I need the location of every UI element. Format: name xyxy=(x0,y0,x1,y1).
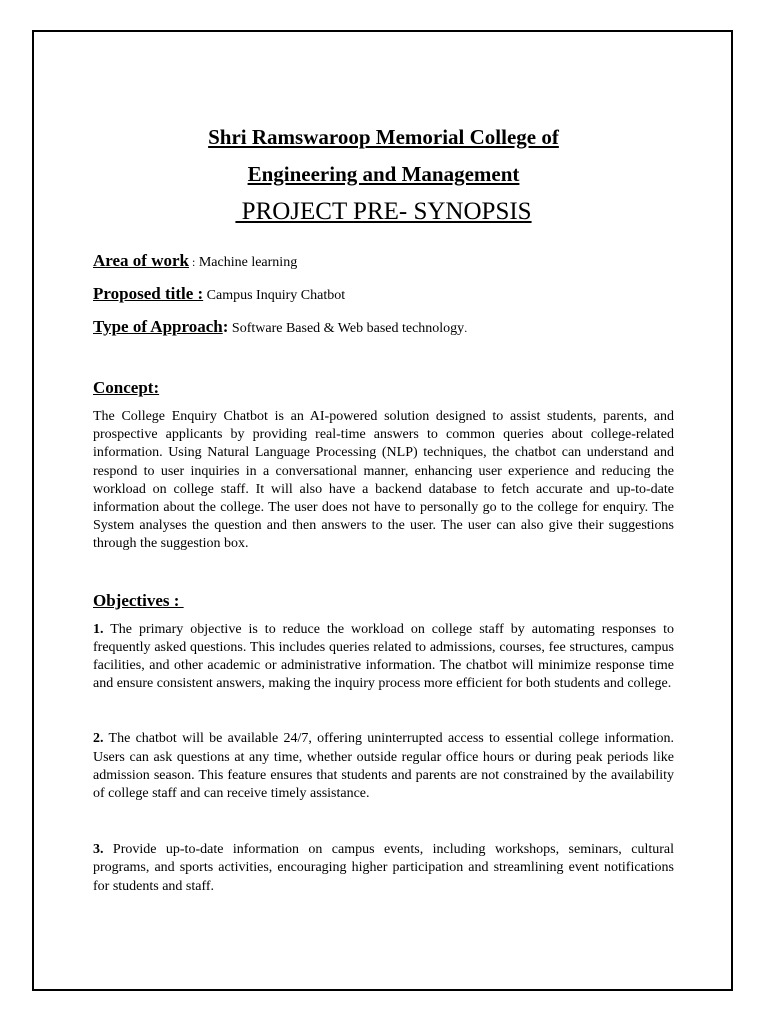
objective-text: Provide up-to-date information on campus events, including workshops, seminars, cultural programs, and sports activities, encouraging higher participation and streamlining event notifications for students and staff. xyxy=(93,842,674,894)
area-of-work-value: Machine learning xyxy=(195,255,298,270)
proposed-title-label: Proposed title : xyxy=(93,284,204,303)
proposed-title-value: Campus Inquiry Chatbot xyxy=(203,288,346,303)
area-of-work-field xyxy=(93,252,674,272)
page-title: PROJECT PRE- SYNOPSIS xyxy=(235,198,532,225)
concept-heading: Concept: xyxy=(93,378,160,397)
area-of-work-label: Area of work xyxy=(93,251,189,270)
objective-number: 2. xyxy=(93,731,104,747)
area-of-work-separator: : xyxy=(189,255,196,269)
objective-item-3 xyxy=(93,841,674,896)
objective-number: 1. xyxy=(93,621,104,637)
proposed-title-field xyxy=(93,285,674,305)
type-of-approach-field xyxy=(93,318,674,338)
objective-text: The primary objective is to reduce the workload on college staff by automating responses to frequently asked questions. This includes queries related to admissions, courses, fee structures, campus facilities, and other academic or administrative information. The chatbot will minimize response time and ensure consistent answers, making the inquiry process more efficient for both students and college. xyxy=(93,621,674,692)
objective-item-1 xyxy=(93,621,674,694)
college-name-line-1: Shri Ramswaroop Memorial College of xyxy=(208,125,559,149)
concept-paragraph: The College Enquiry Chatbot is an AI-powered solution designed to assist students, parents, and prospective applicants by providing real-time answers to common queries about college-related information. Using Natural Language Processing (NLP) techniques, the chatbot can understand and respond to user inquiries in a conversational manner, enhancing user experience and reducing the workload on college staff. It will also have a backend database to fetch accurate and up-to-date information about the college. The user does not have to personally go to the college for enquiry. The System analyses the question and then answers to the user. The user can also give their suggestions through the suggestion box. xyxy=(93,409,674,552)
objective-item-2 xyxy=(93,730,674,803)
type-of-approach-separator: : xyxy=(222,317,229,336)
type-of-approach-label: Type of Approach xyxy=(93,317,223,336)
objective-number: 3. xyxy=(93,842,104,858)
objective-text: The chatbot will be available 24/7, offering uninterrupted access to essential college information. Users can ask questions at any time, whether outside regular office hours or during peak periods like admission season. This feature ensures that students and parents are not constrained by the availability of college staff and can receive timely assistance. xyxy=(93,731,674,802)
type-of-approach-value: Software Based & Web based technology xyxy=(228,321,465,336)
type-of-approach-end: . xyxy=(464,321,468,335)
college-name-line-2: Engineering and Management xyxy=(247,162,520,186)
objectives-heading: Objectives : xyxy=(93,590,184,610)
document-content xyxy=(93,120,674,896)
